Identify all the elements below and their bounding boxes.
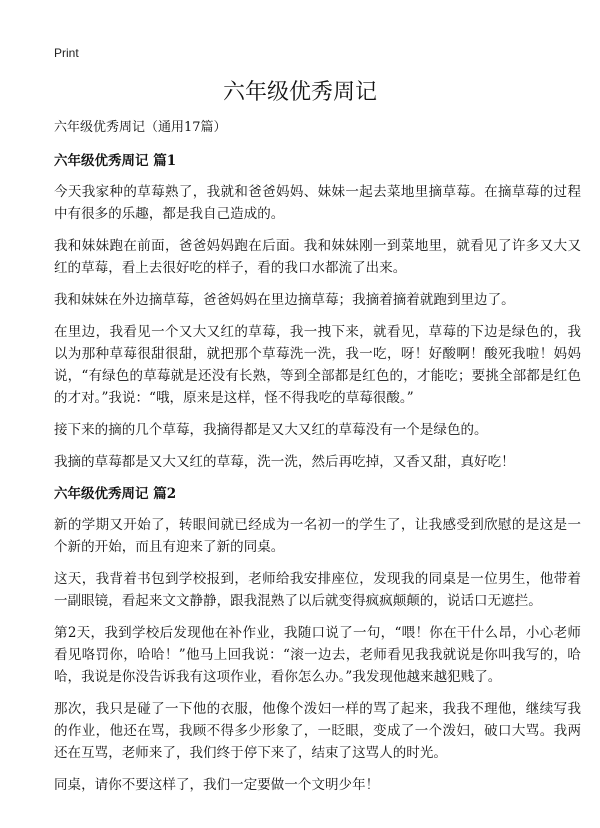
paragraph: 接下来的摘的几个草莓，我摘得都是又大又红的草莓没有一个是绿色的。 [54,422,488,438]
section-2 [54,485,581,796]
paragraph: 今天我家种的草莓熟了，我就和爸爸妈妈、妹妹一起去菜地里摘草莓。在摘草莓的过程中有很多的乐趣，都是我自己造成的。 [54,184,581,222]
paragraph: 我和妹妹在外边摘草莓，爸爸妈妈在里边摘草莓；我摘着摘着就跑到里边了。 [54,292,515,308]
paragraph: 这天，我背着书包到学校报到，老师给我安排座位，发现我的同桌是一位男生，他带着一副眼镜，看起来文文静静，跟我混熟了以后就变得疯疯颠颠的，说话口无遮拦。 [54,571,581,609]
page-title: 六年级优秀周记 [222,80,377,105]
paragraph: 那次，我只是碰了一下他的衣服，他像个泼妇一样的骂了起来，我我不理他，继续写我的作业，他还在骂，我顾不得多少形象了，一眨眼，变成了一个泼妇，破口大骂。我两还在互骂，老师来了，我们终于停下来了，结束了这骂人的时光。 [54,701,581,761]
paragraph: 同桌，请你不要这样了，我们一定要做一个文明少年！ [54,777,380,793]
paragraph: 在里边，我看见一个又大又红的草莓，我一拽下来，就看见，草莓的下边是绿色的，我以为那种草莓很甜很甜，就把那个草莓洗一洗，我一吃，呀！好酸啊！酸死我啦！妈妈说，“有绿色的草莓就是还没有长熟，等到全部都是红色的，才能吃；要挑全部都是红色的才对。”我说：“哦，原来是这样，怪不得我吃的草莓很酸。” [54,324,581,406]
section-heading: 六年级优秀周记 篇2 [54,486,177,502]
document-subtitle: 六年级优秀周记（通用17篇） [54,120,227,135]
section-heading: 六年级优秀周记 篇1 [54,153,177,169]
paragraph: 第2天，我到学校后发现他在补作业，我随口说了一句，“喂！你在干什么昂，小心老师看见咯罚你，哈哈！”他马上回我说：“滚一边去，老师看见我我就说是你叫我写的，哈哈，我说是你没告诉我有这项作业，看你怎么办。”我发现他越来越犯贱了。 [54,625,581,685]
paragraph: 新的学期又开始了，转眼间就已经成为一名初一的学生了，让我感受到欣慰的是这是一个新的开始，而且有迎来了新的同桌。 [54,517,581,555]
paragraph: 我和妹妹跑在前面，爸爸妈妈跑在后面。我和妹妹刚一到菜地里，就看见了许多又大又红的草莓，看上去很好吃的样子，看的我口水都流了出来。 [54,238,581,276]
paragraph: 我摘的草莓都是又大又红的草莓，洗一洗，然后再吃掉，又香又甜，真好吃！ [54,454,515,470]
document-body [54,119,581,806]
print-link[interactable]: Print [54,46,79,60]
section-1 [54,152,581,473]
